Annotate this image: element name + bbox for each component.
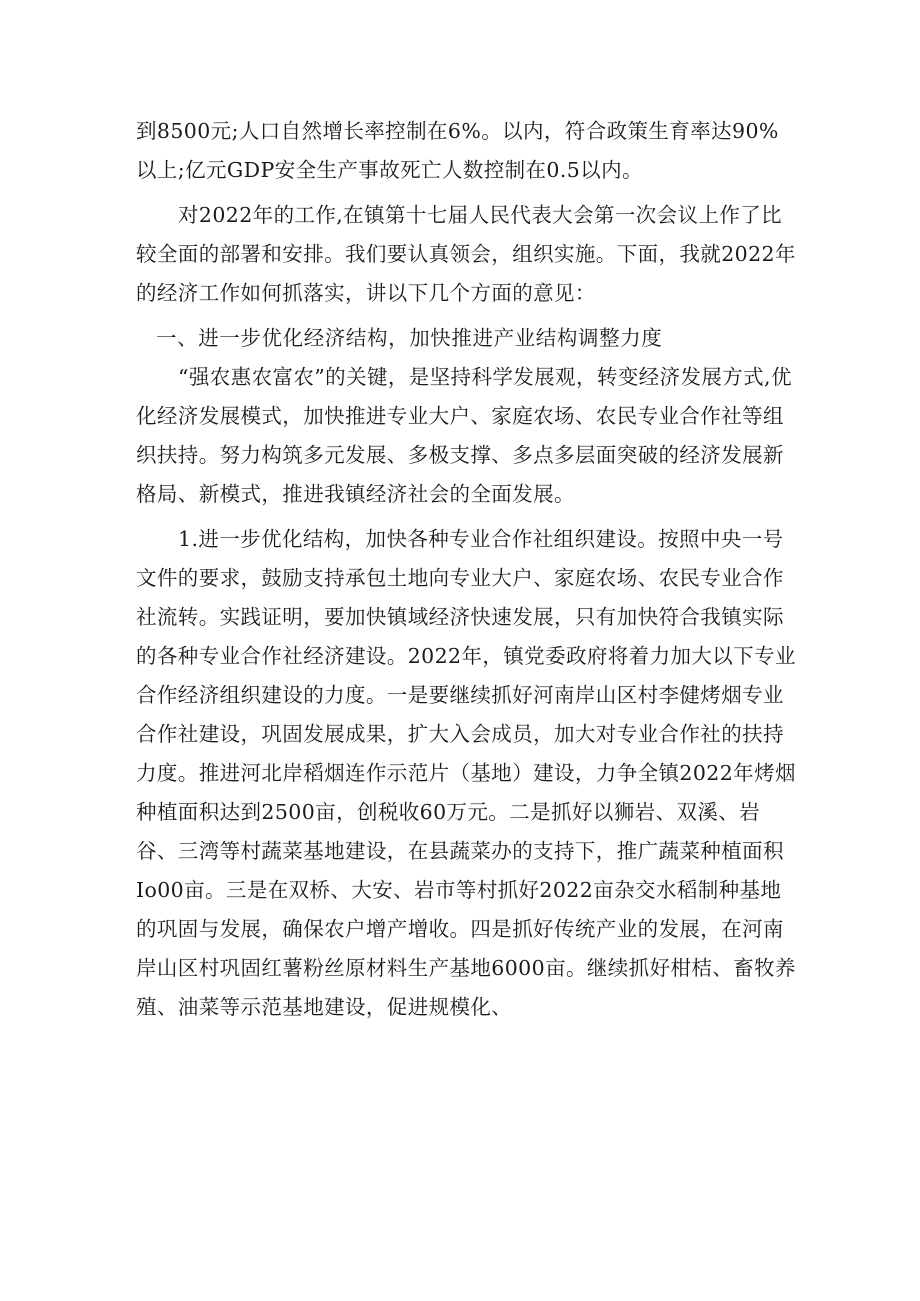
document-body <box>136 112 796 1027</box>
paragraph-intro: 对2022年的工作,在镇第十七届人民代表大会第一次会议上作了比较全面的部署和安排。我们要认真领会，组织实施。下面，我就2022年的经济工作如何抓落实，讲以下几个方面的意见： <box>136 203 796 305</box>
paragraph-section-overview: “强农惠农富农”的关键，是坚持科学发展观，转变经济发展方式,优化经济发展模式，加快推进专业大户、家庭农场、农民专业合作社等组织扶持。努力构筑多元发展、多极支撑、多点多层面突破的经济发展新格局、新模式，推进我镇经济社会的全面发展。 <box>136 365 792 506</box>
paragraph-item-1: 1.进一步优化结构，加快各种专业合作社组织建设。按照中央一号文件的要求，鼓励支持承包土地向专业大户、家庭农场、农民专业合作社流转。实践证明，要加快镇域经济快速发展，只有加快符合我镇实际的各种专业合作社经济建设。2022年，镇党委政府将着力加大以下专业合作经济组织建设的力度。一是要继续抓好河南岸山区村李健烤烟专业合作社建设，巩固发展成果，扩大入会成员，加大对专业合作社的扶持力度。推进河北岸稻烟连作示范片（基地）建设，力争全镇2022年烤烟种植面积达到2500亩，创税收60万元。二是抓好以狮岩、双溪、岩谷、三湾等村蔬菜基地建设，在县蔬菜办的支持下，推广蔬菜种植面积Io00亩。三是在双桥、大安、岩市等村抓好2022亩杂交水稻制种基地的巩固与发展，确保农户增产增收。四是抓好传统产业的发展，在河南岸山区村巩固红薯粉丝原材料生产基地6000亩。继续抓好柑桔、畜牧养殖、油菜等示范基地建设，促进规模化、 <box>136 527 796 1019</box>
paragraph-continuation: 到8500元;人口自然增长率控制在6%。以内，符合政策生育率达90%以上;亿元GDP安全生产事故死亡人数控制在0.5以内。 <box>136 119 779 182</box>
section-heading: 一、进一步优化经济结构，加快推进产业结构调整力度 <box>156 326 663 350</box>
